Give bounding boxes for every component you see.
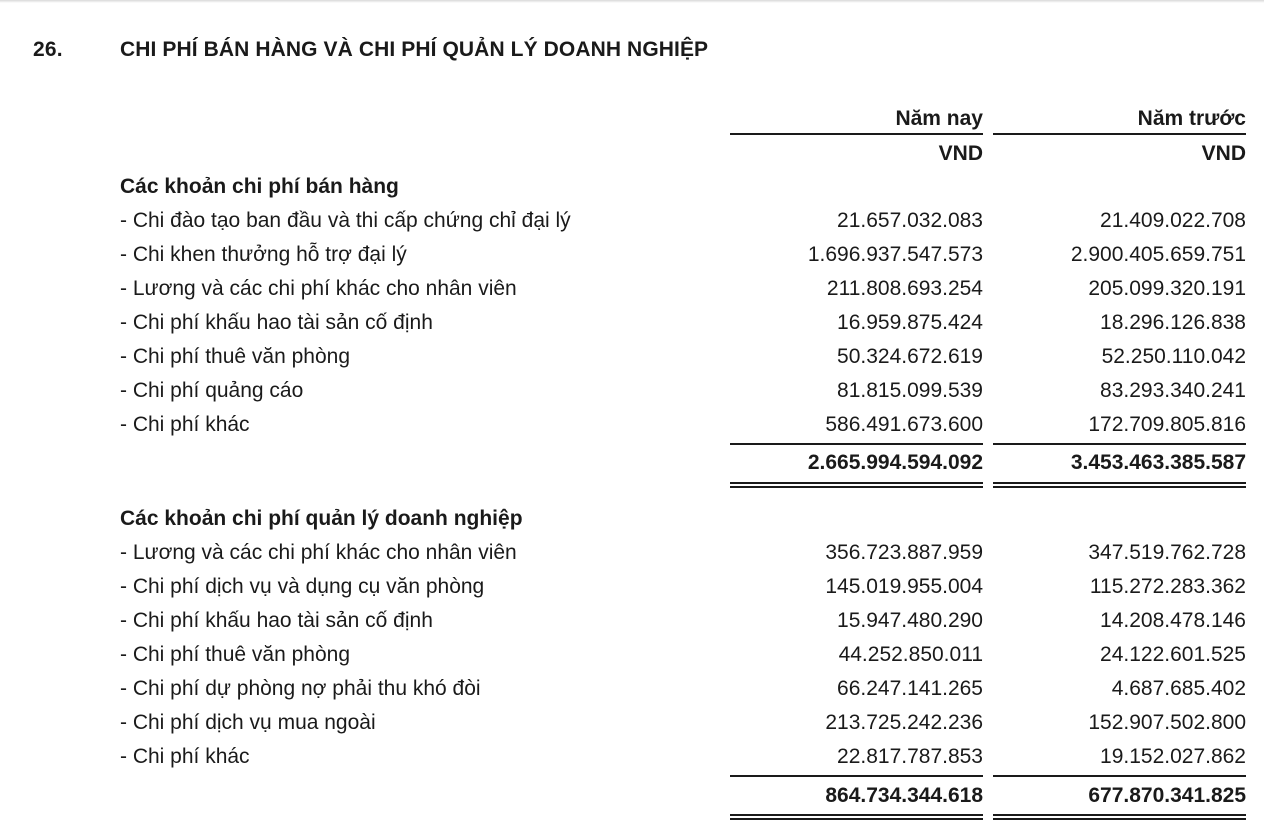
row-label: - Lương và các chi phí khác cho nhân viên xyxy=(120,277,517,300)
admin-expenses-heading: Các khoản chi phí quản lý doanh nghiệp xyxy=(120,507,523,530)
total-double-rule-current-bottom xyxy=(730,486,983,488)
row-value-current: 16.959.875.424 xyxy=(837,311,983,334)
row-value-current: 22.817.787.853 xyxy=(837,745,983,768)
row-label: - Chi phí dịch vụ và dụng cụ văn phòng xyxy=(120,575,485,598)
row-value-previous: 115.272.283.362 xyxy=(1089,575,1246,598)
currency-unit-previous: VND xyxy=(1201,142,1246,165)
selling-total-current: 2.665.994.594.092 xyxy=(807,451,983,474)
subtotal-rule-current xyxy=(730,775,983,777)
total-double-rule-previous-top xyxy=(993,482,1246,484)
page-top-edge xyxy=(0,0,1264,3)
row-label: - Chi phí quảng cáo xyxy=(120,379,304,402)
section-title: CHI PHÍ BÁN HÀNG VÀ CHI PHÍ QUẢN LÝ DOANH NGHIỆP xyxy=(120,38,709,61)
row-label: - Lương và các chi phí khác cho nhân viên xyxy=(120,541,517,564)
row-value-current: 211.808.693.254 xyxy=(826,277,983,300)
row-label: - Chi phí thuê văn phòng xyxy=(120,345,350,368)
row-value-previous: 152.907.502.800 xyxy=(1088,711,1246,734)
row-value-current: 21.657.032.083 xyxy=(837,209,983,232)
header-underline-current xyxy=(730,133,983,135)
row-value-current: 586.491.673.600 xyxy=(825,413,983,436)
row-value-previous: 52.250.110.042 xyxy=(1101,345,1246,368)
row-value-previous: 83.293.340.241 xyxy=(1100,379,1246,402)
total-double-rule-previous-bottom xyxy=(993,818,1246,820)
row-label: - Chi đào tạo ban đầu và thi cấp chứng chỉ đại lý xyxy=(120,209,571,232)
row-value-previous: 21.409.022.708 xyxy=(1100,209,1246,232)
row-value-current: 356.723.887.959 xyxy=(825,541,983,564)
selling-expenses-heading: Các khoản chi phí bán hàng xyxy=(120,175,399,198)
row-label: - Chi phí khác xyxy=(120,745,250,768)
row-value-previous: 172.709.805.816 xyxy=(1088,413,1246,436)
total-double-rule-current-top xyxy=(730,814,983,816)
total-double-rule-current-top xyxy=(730,482,983,484)
row-value-current: 66.247.141.265 xyxy=(837,677,983,700)
row-label: - Chi phí thuê văn phòng xyxy=(120,643,350,666)
row-value-previous: 2.900.405.659.751 xyxy=(1070,243,1246,266)
row-value-current: 81.815.099.539 xyxy=(837,379,983,402)
row-value-current: 44.252.850.011 xyxy=(838,643,983,666)
row-label: - Chi phí khấu hao tài sản cố định xyxy=(120,609,433,632)
row-value-previous: 4.687.685.402 xyxy=(1111,677,1246,700)
row-value-current: 145.019.955.004 xyxy=(825,575,983,598)
row-value-previous: 24.122.601.525 xyxy=(1100,643,1246,666)
row-value-previous: 205.099.320.191 xyxy=(1088,277,1246,300)
section-number: 26. xyxy=(33,38,63,61)
row-value-previous: 347.519.762.728 xyxy=(1088,541,1246,564)
row-label: - Chi phí khấu hao tài sản cố định xyxy=(120,311,433,334)
row-value-current: 1.696.937.547.573 xyxy=(807,243,983,266)
row-value-previous: 19.152.027.862 xyxy=(1100,745,1246,768)
subtotal-rule-previous xyxy=(993,443,1246,445)
total-double-rule-previous-bottom xyxy=(993,486,1246,488)
admin-total-current: 864.734.344.618 xyxy=(825,784,983,807)
currency-unit-current: VND xyxy=(938,142,983,165)
total-double-rule-previous-top xyxy=(993,814,1246,816)
column-header-current-year: Năm nay xyxy=(895,107,983,130)
row-value-current: 50.324.672.619 xyxy=(837,345,983,368)
header-underline-previous xyxy=(993,133,1246,135)
subtotal-rule-previous xyxy=(993,775,1246,777)
subtotal-rule-current xyxy=(730,443,983,445)
column-header-previous-year: Năm trước xyxy=(1137,107,1246,130)
total-double-rule-current-bottom xyxy=(730,818,983,820)
row-value-previous: 14.208.478.146 xyxy=(1100,609,1246,632)
row-value-current: 213.725.242.236 xyxy=(825,711,983,734)
selling-total-previous: 3.453.463.385.587 xyxy=(1070,451,1246,474)
admin-total-previous: 677.870.341.825 xyxy=(1088,784,1246,807)
row-label: - Chi phí dịch vụ mua ngoài xyxy=(120,711,376,734)
row-label: - Chi khen thưởng hỗ trợ đại lý xyxy=(120,243,407,266)
row-value-current: 15.947.480.290 xyxy=(837,609,983,632)
row-value-previous: 18.296.126.838 xyxy=(1100,311,1246,334)
row-label: - Chi phí khác xyxy=(120,413,250,436)
row-label: - Chi phí dự phòng nợ phải thu khó đòi xyxy=(120,677,481,700)
